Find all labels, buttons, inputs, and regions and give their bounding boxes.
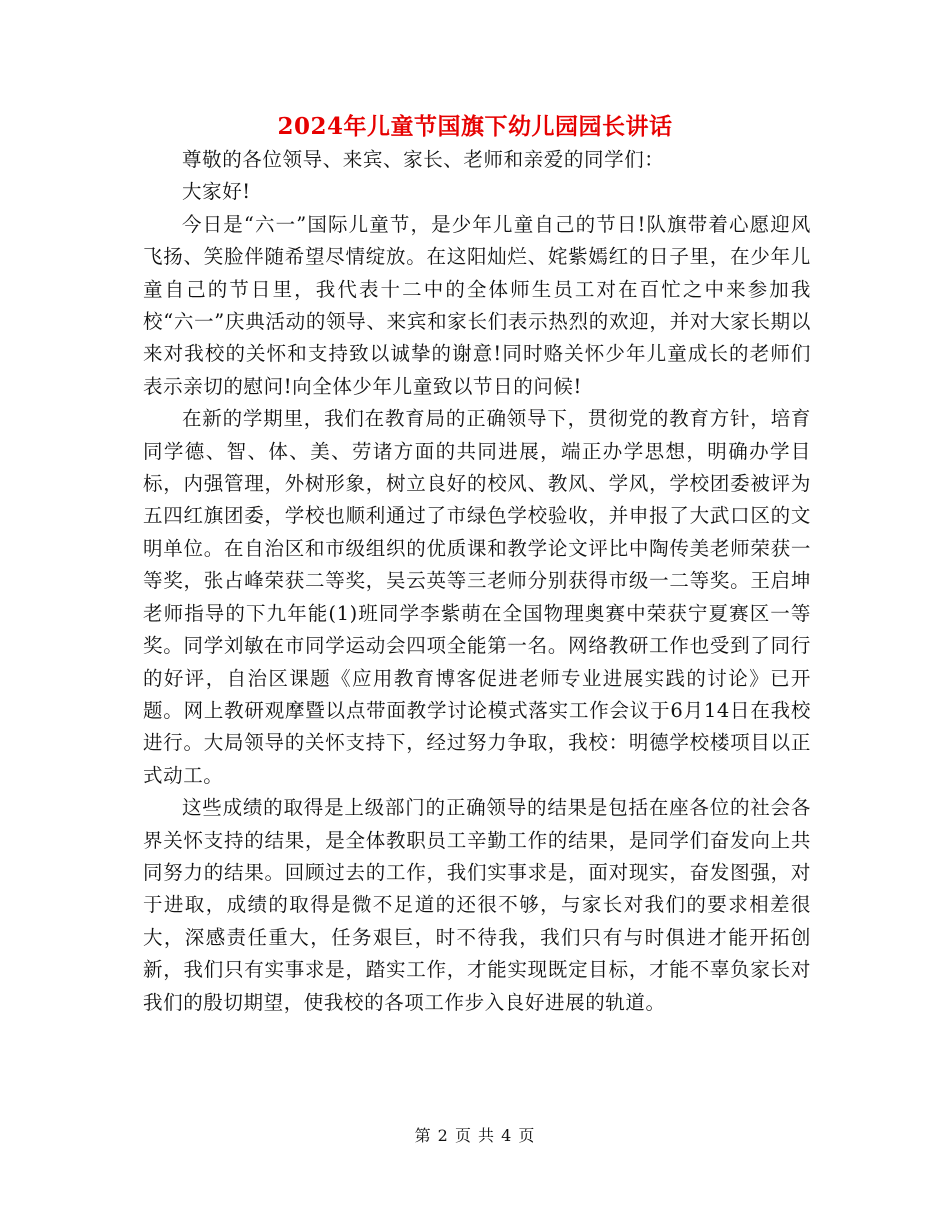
salutation-paragraph: 尊敬的各位领导、来宾、家长、老师和亲爱的同学们： <box>182 148 665 171</box>
greeting-paragraph: 大家好! <box>182 180 251 204</box>
body-paragraph: 今日是“六一”国际儿童节，是少年儿童自己的节日!队旗带着心愿迎风飞扬、笑脸伴随希望尽情绽放。在这阳灿烂、姹紫嫣红的日子里，在少年儿童自己的节日里，我代表十二中的全体师生员工对在百忙之中来参加我校“六一”庆典活动的领导、来宾和家长们表示热烈的欢迎，并对大家长期以来对我校的关怀和支持致以诚挚的谢意!同时赂关怀少年儿童成长的老师们表示亲切的慰问!向全体少年儿童致以节日的问候! <box>143 212 811 398</box>
body-paragraph: 这些成绩的取得是上级部门的正确领导的结果是包括在座各位的社会各界关怀支持的结果，是全体教职员工辛勤工作的结果，是同学们奋发向上共同努力的结果。回顾过去的工作，我们实事求是，面对现实，奋发图强，对于进取，成绩的取得是微不足道的还很不够，与家长对我们的要求相差很大，深感责任重大，任务艰巨，时不待我，我们只有与时俱进才能开拓创新，我们只有实事求是，踏实工作，才能实现既定目标，才能不辜负家长对我们的殷切期望，使我校的各项工作步入良好进展的轨道。 <box>143 796 811 1014</box>
body-paragraph: 在新的学期里，我们在教育局的正确领导下，贯彻党的教育方针，培育同学德、智、体、美、劳诸方面的共同进展，端正办学思想，明确办学目标，内强管理，外树形象，树立良好的校风、教风、学风，学校团委被评为五四红旗团委，学校也顺利通过了市绿色学校验收，并申报了大武口区的文明单位。在自治区和市级组织的优质课和教学论文评比中陶传美老师荣获一等奖，张占峰荣获二等奖，吴云英等三老师分别获得市级一二等奖。王启坤老师指导的下九年能(1)班同学李紫萌在全国物理奥赛中荣获宁夏赛区一等奖。同学刘敏在市同学运动会四项全能第一名。网络教研工作也受到了同行的好评，自治区课题《应用教育博客促进老师专业进展实践的讨论》已开题。网上教研观摩暨以点带面教学讨论模式落实工作会议于6月14日在我校进行。大局领导的关怀支持下，经过努力争取，我校：明德学校楼项目以正式动工。 <box>143 407 811 787</box>
document-title: 2024年儿童节国旗下幼儿园园长讲话 <box>277 113 673 140</box>
page-number-footer: 第 2 页 共 4 页 <box>414 1126 536 1145</box>
document-body <box>143 144 811 1019</box>
